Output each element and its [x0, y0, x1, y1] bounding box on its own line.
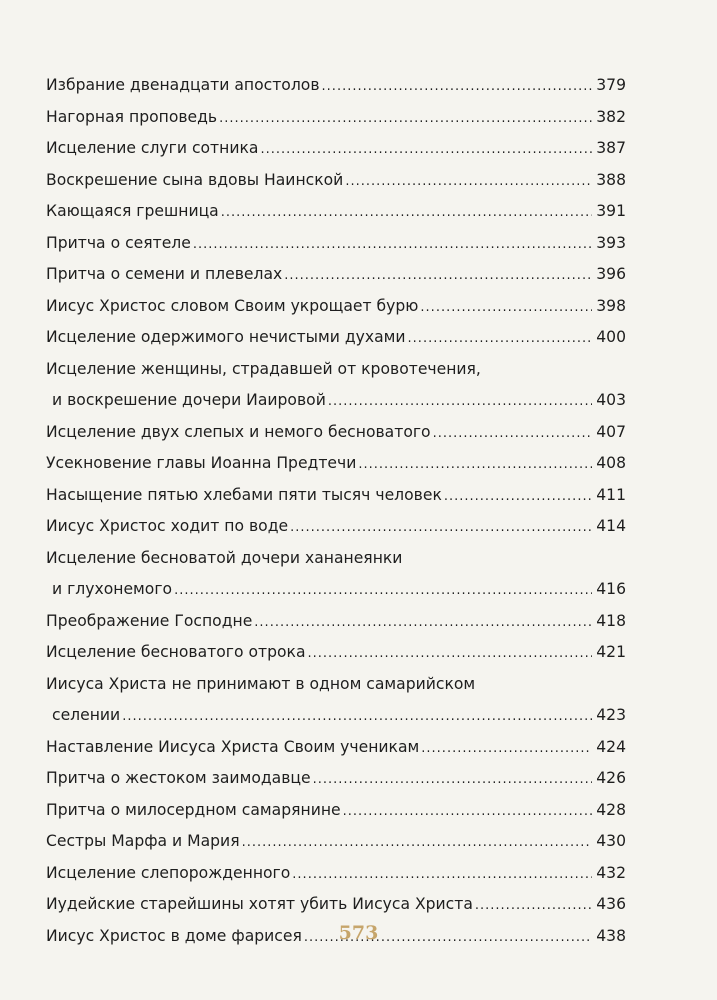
dot-leader: [308, 638, 593, 669]
toc-entry: [46, 417, 626, 449]
toc-entry: [46, 732, 626, 764]
toc-entry-line: [46, 102, 626, 134]
toc-entry-line: [46, 228, 626, 260]
toc-entry-title: Исцеление бесноватого отрока: [46, 643, 306, 661]
toc-entry-title: Усекновение главы Иоанна Предтечи: [46, 454, 357, 472]
toc-entry: [46, 826, 626, 858]
toc-entry: [46, 795, 626, 827]
toc-page-number: 438: [596, 926, 626, 945]
toc-entry-line: [46, 354, 626, 386]
dot-leader: [292, 859, 592, 890]
toc-entry-line: [46, 133, 626, 165]
toc-entry: [46, 196, 626, 228]
toc-entry-line: [46, 795, 626, 827]
toc-entry-title: Избрание двенадцати апостолов: [46, 76, 320, 94]
dot-leader: [328, 386, 592, 417]
dot-leader: [358, 449, 592, 480]
dot-leader: [421, 733, 592, 764]
dot-leader: [290, 512, 592, 543]
toc-entry-title: Наставление Иисуса Христа Своим ученикам: [46, 737, 420, 756]
toc-page-number: 398: [596, 296, 626, 315]
toc-page-number: 379: [596, 76, 626, 94]
toc-entry-title: Притча о жестоком заимодавце: [46, 769, 311, 787]
toc-entry: [46, 70, 626, 102]
dot-leader: [254, 607, 592, 638]
toc-page-number: 393: [596, 233, 626, 252]
toc-entry-title: Преображение Господне: [46, 611, 253, 630]
toc-entry: [46, 763, 626, 795]
dot-leader: [322, 71, 593, 102]
toc-page-number: 400: [596, 328, 626, 346]
toc-entry: [46, 354, 626, 417]
toc-entry-continuation: [46, 700, 626, 732]
toc-entry-line: [46, 889, 626, 921]
dot-leader: [343, 796, 593, 827]
toc-page-number: 432: [596, 863, 626, 882]
toc-page-number: 403: [596, 391, 626, 409]
toc-entry: [46, 637, 626, 669]
toc-entry-title: Кающаяся грешница: [46, 202, 219, 220]
dot-leader: [284, 260, 592, 291]
toc-entry-line: [46, 732, 626, 764]
dot-leader: [242, 827, 593, 858]
toc-page-number: 411: [596, 485, 626, 504]
toc-page-number: 396: [596, 265, 626, 283]
toc-entry-line: [46, 511, 626, 543]
toc-entry-line: [46, 606, 626, 638]
toc-entry-title: Иисус Христос в доме фарисея: [46, 926, 302, 945]
dot-leader: [260, 134, 592, 165]
toc-entry-title: селении: [52, 706, 121, 724]
toc-page-number: 418: [596, 611, 626, 630]
toc-page-number: 391: [596, 202, 626, 220]
toc-entry-title: и глухонемого: [52, 580, 173, 598]
toc-entry: [46, 259, 626, 291]
toc-entry-title: Нагорная проповедь: [46, 107, 218, 126]
toc-entry-title: Исцеление слуги сотника: [46, 139, 259, 157]
toc-page-number: 421: [596, 643, 626, 661]
toc-page-number: 388: [596, 170, 626, 189]
toc-entry: [46, 511, 626, 543]
toc-entry: [46, 448, 626, 480]
toc-entry-title: Исцеление двух слепых и немого бесноватого: [46, 422, 431, 441]
toc-entry-continuation: [46, 574, 626, 606]
toc-entry-line: [46, 858, 626, 890]
toc-entry-title: Иудейские старейшины хотят убить Иисуса Христа: [46, 895, 473, 913]
dot-leader: [475, 890, 592, 921]
toc-entry: [46, 858, 626, 890]
toc-entry-title: Исцеление бесноватой дочери хананеянки: [46, 548, 403, 567]
dot-leader: [420, 292, 592, 323]
toc-entry-title: Исцеление женщины, страдавшей от кровотечения,: [46, 359, 481, 378]
toc-entry-line: [46, 291, 626, 323]
dot-leader: [444, 481, 592, 512]
toc-entry-line: [46, 196, 626, 228]
toc-entry-line: [46, 637, 626, 669]
toc-entry: [46, 291, 626, 323]
dot-leader: [345, 166, 592, 197]
toc-entry-continuation: [46, 385, 626, 417]
toc-entry-title: Исцеление слепорожденного: [46, 863, 291, 882]
toc-page-number: 426: [596, 769, 626, 787]
toc-page-number: 430: [596, 832, 626, 850]
table-of-contents: [46, 70, 626, 952]
dot-leader: [193, 229, 592, 260]
toc-entry-title: Иисуса Христа не принимают в одном самарийском: [46, 674, 476, 693]
dot-leader: [433, 418, 593, 449]
toc-entry-line: [46, 417, 626, 449]
toc-entry-line: [46, 763, 626, 795]
toc-entry-line: [46, 669, 626, 701]
toc-entry: [46, 669, 626, 732]
toc-entry-line: [46, 70, 626, 102]
toc-entry: [46, 543, 626, 606]
toc-entry: [46, 102, 626, 134]
toc-page-number: 407: [596, 422, 626, 441]
toc-page-number: 387: [596, 139, 626, 157]
page-number-footer: 573: [338, 922, 379, 944]
dot-leader: [221, 197, 592, 228]
toc-entry-line: [46, 480, 626, 512]
toc-entry: [46, 480, 626, 512]
toc-entry-title: Насыщение пятью хлебами пяти тысяч человек: [46, 485, 442, 504]
toc-entry-title: Иисус Христос словом Своим укрощает бурю: [46, 296, 419, 315]
toc-entry-title: Притча о семени и плевелах: [46, 265, 283, 283]
toc-entry: [46, 322, 626, 354]
toc-entry-title: Исцеление одержимого нечистыми духами: [46, 328, 406, 346]
toc-page-number: 423: [596, 706, 626, 724]
toc-entry-line: [46, 259, 626, 291]
toc-entry-title: и воскрешение дочери Иаировой: [52, 391, 326, 409]
dot-leader: [174, 575, 592, 606]
toc-entry: [46, 228, 626, 260]
toc-entry-line: [46, 448, 626, 480]
toc-entry: [46, 133, 626, 165]
toc-entry-line: [46, 543, 626, 575]
toc-entry-title: Иисус Христос ходит по воде: [46, 517, 289, 535]
toc-page-number: 416: [596, 580, 626, 598]
toc-entry-title: Притча о милосердном самарянине: [46, 800, 341, 819]
toc-entry: [46, 889, 626, 921]
toc-page-number: 408: [596, 454, 626, 472]
toc-entry-title: Воскрешение сына вдовы Наинской: [46, 170, 344, 189]
dot-leader: [219, 103, 592, 134]
toc-entry-title: Притча о сеятеле: [46, 233, 191, 252]
toc-page-number: 428: [596, 800, 626, 819]
toc-entry: [46, 165, 626, 197]
toc-page-number: 382: [596, 107, 626, 126]
toc-entry-title: Сестры Марфа и Мария: [46, 832, 240, 850]
toc-entry-line: [46, 322, 626, 354]
dot-leader: [122, 701, 592, 732]
toc-page-number: 414: [596, 517, 626, 535]
toc-entry-line: [46, 826, 626, 858]
toc-page-number: 436: [596, 895, 626, 913]
dot-leader: [408, 323, 593, 354]
toc-entry-line: [46, 165, 626, 197]
toc-entry: [46, 606, 626, 638]
dot-leader: [313, 764, 593, 795]
toc-page-number: 424: [596, 737, 626, 756]
